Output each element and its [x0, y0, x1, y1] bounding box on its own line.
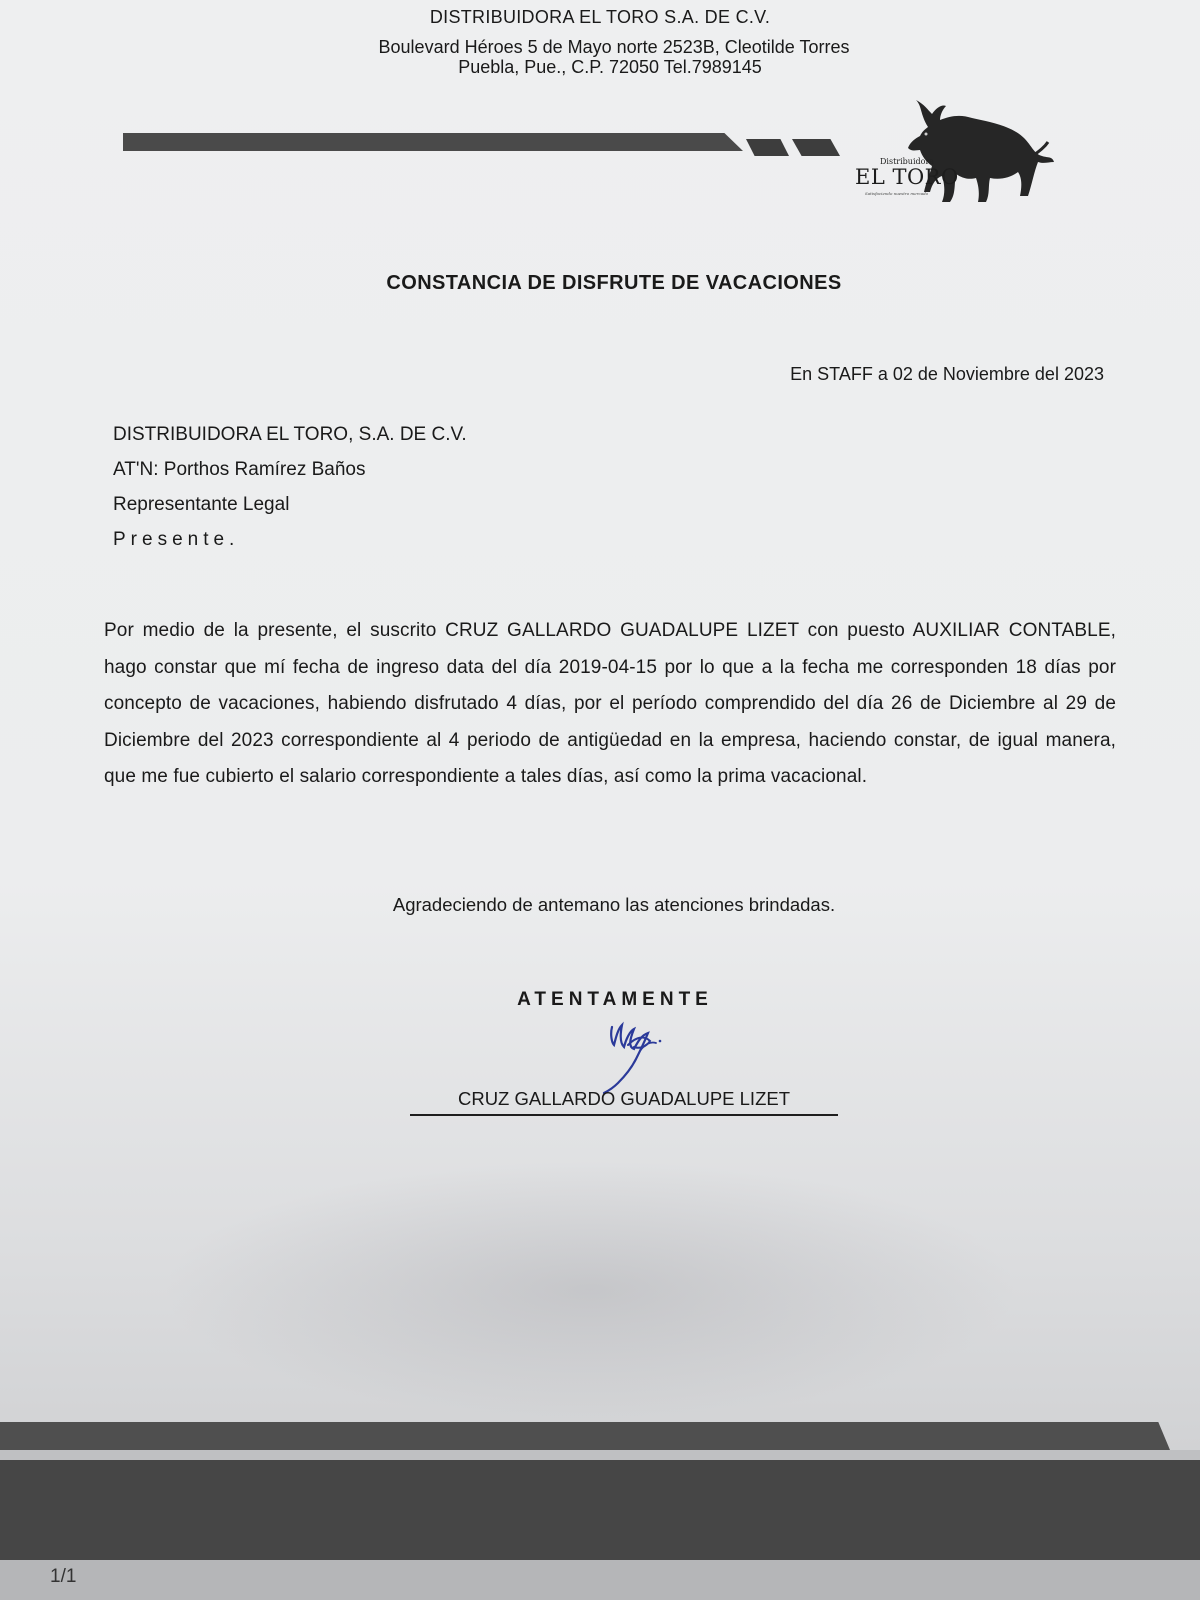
- body-paragraph: Por medio de la presente, el suscrito CRUZ GALLARDO GUADALUPE LIZET con puesto AUXILIAR CONTABLE, hago constar que mí fecha de ingreso data del día 2019-04-15 por lo que a la fecha me corresponden 18 días por concepto de vacaciones, habiendo disfrutado 4 días, por el período comprendido del día 26 de Diciembre al 29 de Diciembre del 2023 correspondiente al 4 periodo de antigüedad en la empresa, haciendo constar, de igual manera, que me fue cubierto el salario correspondiente a tales días, así como la prima vacacional.: [104, 620, 1116, 787]
- logo-tagline: Satisfaciendo nuestro mercado: [865, 191, 929, 196]
- letterhead-address-line2: Puebla, Pue., C.P. 72050 Tel.7989145: [458, 57, 762, 77]
- photo-shadow: [160, 1160, 1020, 1420]
- header-divider-bar: [123, 133, 743, 151]
- header-divider-segment: [792, 139, 840, 156]
- logo-name: EL TORO: [855, 165, 959, 189]
- addressee-block: [113, 417, 467, 557]
- thanks-line: Agradeciendo de antemano las atenciones brindadas.: [392, 894, 836, 915]
- addressee-company: DISTRIBUIDORA EL TORO, S.A. DE C.V.: [113, 424, 467, 445]
- letterhead-address-line1: Boulevard Héroes 5 de Mayo norte 2523B, Cleotilde Torres: [378, 37, 850, 57]
- handwritten-signature: [590, 1015, 680, 1095]
- date-line: En STAFF a 02 de Noviembre del 2023: [790, 364, 1104, 384]
- footer-bar-bottom: [0, 1460, 1200, 1560]
- addressee-role: Representante Legal: [113, 494, 290, 515]
- footer-strip: [0, 1560, 1200, 1600]
- logo-small-word: Distribuidora: [880, 157, 935, 166]
- footer-bar-top: [0, 1422, 1170, 1450]
- document-title: CONSTANCIA DE DISFRUTE DE VACACIONES: [386, 272, 842, 294]
- letterhead-company: DISTRIBUIDORA EL TORO S.A. DE C.V.: [429, 7, 771, 27]
- bull-icon: [850, 92, 1070, 207]
- company-logo: [850, 92, 1070, 207]
- addressee-attn: AT'N: Porthos Ramírez Baños: [113, 459, 366, 480]
- page-number: 1/1: [50, 1566, 77, 1587]
- addressee-presente: Presente.: [113, 529, 240, 550]
- closing-word: ATENTAMENTE: [517, 989, 713, 1010]
- signer-name: CRUZ GALLARDO GUADALUPE LIZET: [410, 1088, 838, 1116]
- footer-stripe: [0, 1450, 1200, 1460]
- header-divider-segment: [746, 139, 789, 156]
